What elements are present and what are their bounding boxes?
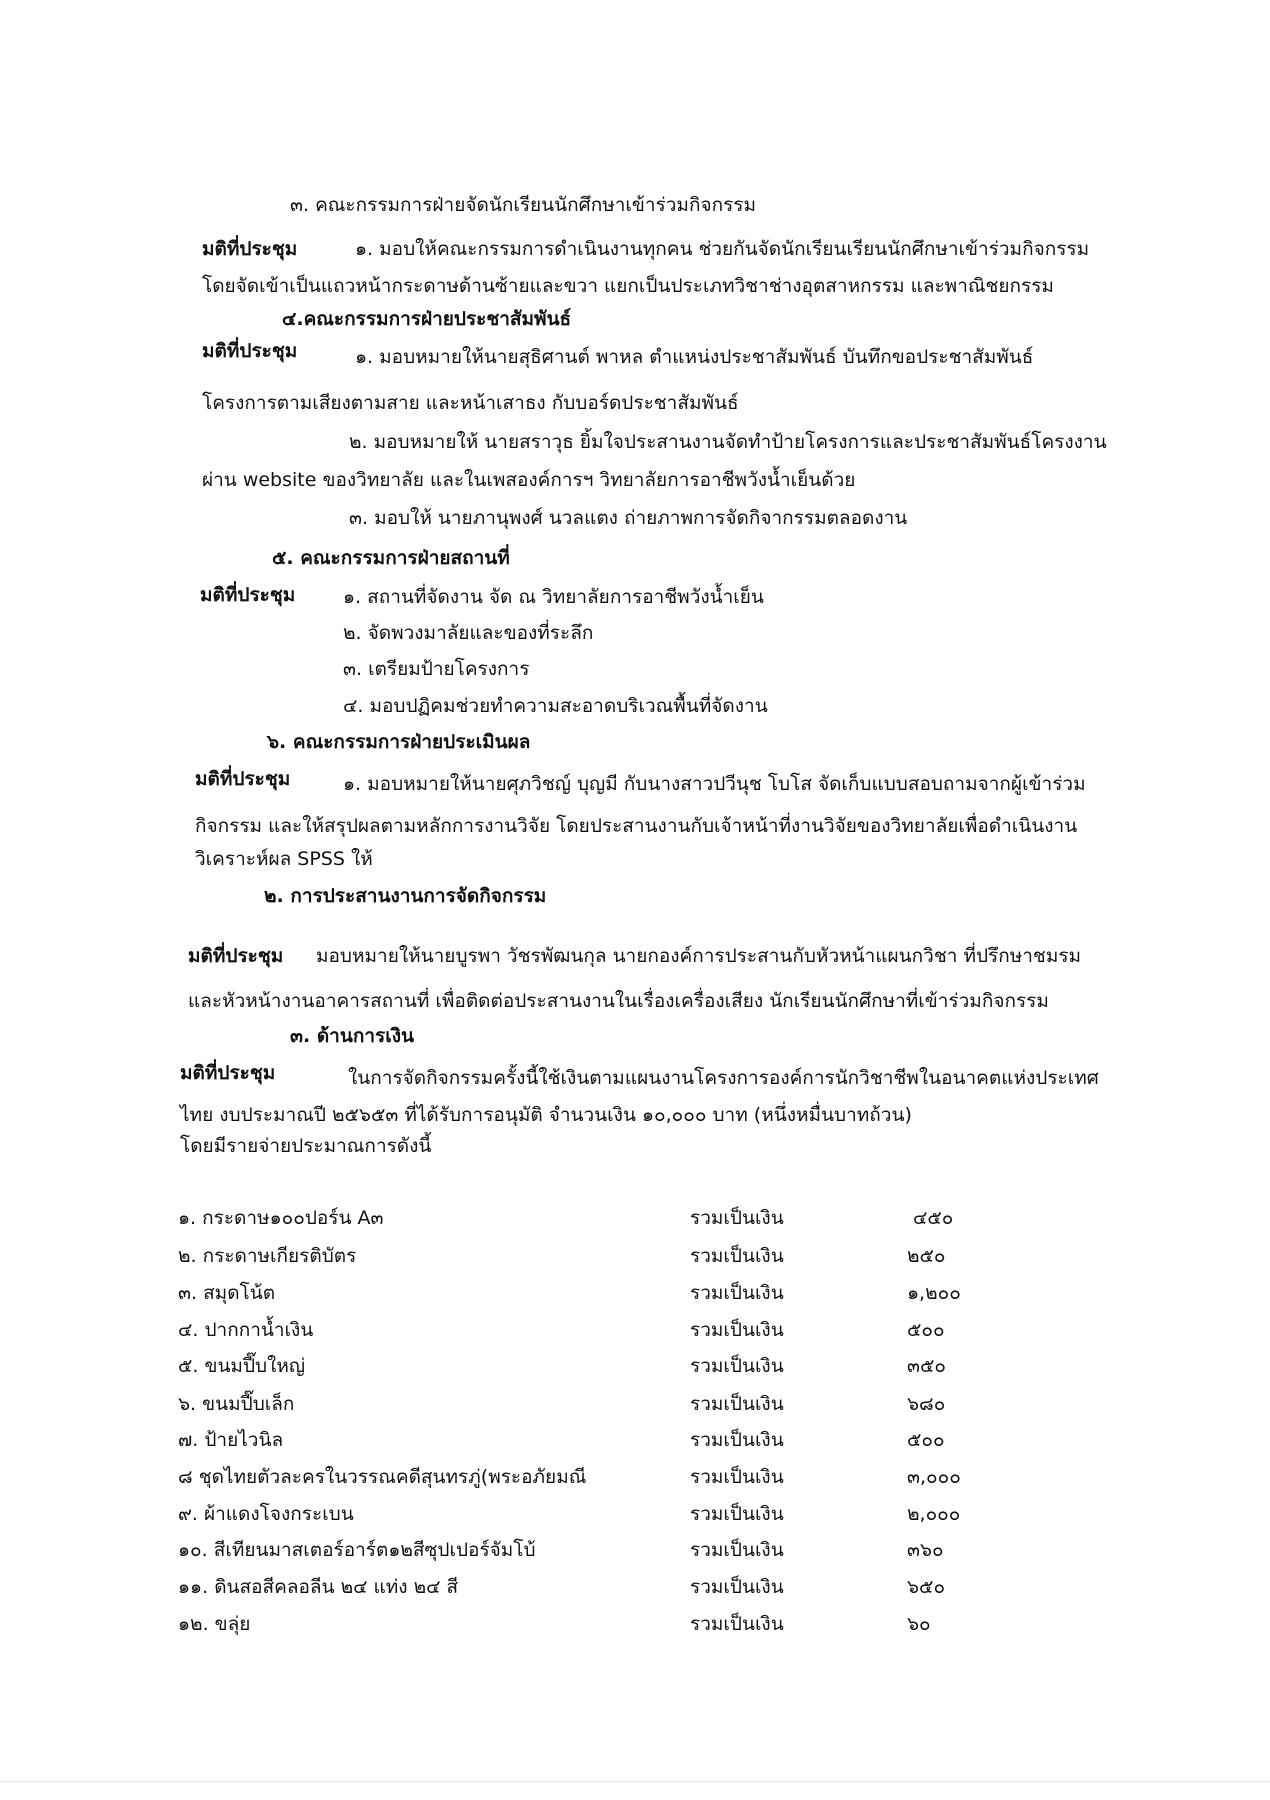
section-3-line-1: ๑. มอบให้คณะกรรมการดำเนินงานทุกคน ช่วยกันจัดนักเรียนเรียนนักศึกษาเข้าร่วมกิจกรรม: [355, 238, 1090, 260]
part-2-resolution-label: มติที่ประชุม: [188, 945, 284, 967]
expense-item: ๓. สมุดโน้ต: [178, 1282, 276, 1304]
expense-amount: ๕๐๐: [907, 1429, 945, 1451]
section-4-line-2: โครงการตามเสียงตามสาย และหน้าเสาธง กับบอร์ดประชาสัมพันธ์: [202, 392, 739, 414]
expense-amount: ๓๖๐: [907, 1539, 944, 1561]
part-2-heading: ๒. การประสานงานการจัดกิจกรรม: [264, 885, 547, 907]
expense-row: [0, 1281, 1270, 1309]
expense-item: ๒. กระดาษเกียรติบัตร: [178, 1245, 357, 1267]
section-5-item-4: ๔. มอบปฏิคมช่วยทำความสะอาดบริเวณพื้นที่จัดงาน: [343, 695, 768, 717]
section-6-line-3: วิเคราะห์ผล SPSS ให้: [195, 848, 373, 870]
part-3-line-2: ไทย งบประมาณปี ๒๕๖๕๓ ที่ได้รับการอนุมัติ จำนวนเงิน ๑๐,๐๐๐ บาท (หนึ่งหมื่นบาทถ้วน): [180, 1104, 912, 1126]
part-2-line-1: มอบหมายให้นายบูรพา วัชรพัฒนกุล นายกองค์การประสานกับหัวหน้าแผนกวิชา ที่ปรึกษาชมรม: [316, 945, 1082, 967]
expense-sum-label: รวมเป็นเงิน: [690, 1539, 784, 1561]
expense-item: ๘ ชุดไทยตัวละครในวรรณคดีสุนทรภู่(พระอภัยมณี: [178, 1466, 587, 1488]
expense-row: [0, 1392, 1270, 1420]
expense-row: [0, 1206, 1270, 1234]
expense-item: ๑๑. ดินสอสีคลอลีน ๒๔ แท่ง ๒๔ สี: [178, 1576, 459, 1598]
expense-sum-label: รวมเป็นเงิน: [690, 1245, 784, 1267]
expense-row: [0, 1318, 1270, 1346]
expense-item: ๕. ขนมปี๊บใหญ่: [178, 1355, 306, 1377]
section-6-line-2: กิจกรรม และให้สรุปผลตามหลักการงานวิจัย โดยประสานงานกับเจ้าหน้าที่งานวิจัยของวิทยาลัยเพื่อดำเนินงาน: [195, 815, 1078, 837]
expense-row: [0, 1502, 1270, 1530]
section-5-item-2: ๒. จัดพวงมาลัยและของที่ระลึก: [343, 622, 594, 644]
section-4-line-1: ๑. มอบหมายให้นายสุธิศานต์ พาหล ตำแหน่งประชาสัมพันธ์ บันทึกขอประชาสัมพันธ์: [355, 346, 1034, 368]
section-3-line-2: โดยจัดเข้าเป็นแถวหน้ากระดาษด้านซ้ายและขวา แยกเป็นประเภทวิชาช่างอุตสาหกรรม และพาณิชยกรรม: [202, 275, 1054, 297]
expense-row: [0, 1428, 1270, 1456]
expense-amount: ๓๕๐: [907, 1355, 946, 1377]
expense-sum-label: รวมเป็นเงิน: [690, 1429, 784, 1451]
expense-row: [0, 1465, 1270, 1493]
expense-item: ๑. กระดาษ๑๐๐ปอร์น A๓: [178, 1207, 384, 1229]
section-5-item-3: ๓. เตรียมป้ายโครงการ: [343, 658, 530, 680]
expense-sum-label: รวมเป็นเงิน: [690, 1576, 784, 1598]
section-4-line-5: ๓. มอบให้ นายภานุพงศ์ นวลแตง ถ่ายภาพการจัดกิจากรรมตลอดงาน: [349, 507, 908, 529]
expense-sum-label: รวมเป็นเงิน: [690, 1282, 784, 1304]
expense-item: ๙. ผ้าแดงโจงกระเบน: [178, 1503, 354, 1525]
expense-amount: ๕๐๐: [907, 1319, 945, 1341]
section-4-heading: ๔.คณะกรรมการฝ่ายประชาสัมพันธ์: [282, 308, 572, 330]
expense-sum-label: รวมเป็นเงิน: [690, 1393, 784, 1415]
expense-item: ๑๒. ขลุ่ย: [178, 1613, 251, 1635]
expense-row: [0, 1538, 1270, 1566]
expense-amount: ๖๕๐: [907, 1576, 946, 1598]
part-3-line-3: โดยมีรายจ่ายประมาณการดังนี้: [180, 1135, 432, 1157]
expense-sum-label: รวมเป็นเงิน: [690, 1503, 784, 1525]
section-6-heading: ๖. คณะกรรมการฝ่ายประเมินผล: [267, 731, 531, 753]
expense-amount: ๓,๐๐๐: [907, 1466, 961, 1488]
section-4-line-4: ผ่าน website ของวิทยาลัย และในเพสองค์การฯ วิทยาลัยการอาชีพวังน้ำเย็นด้วย: [202, 469, 856, 491]
expense-item: ๑๐. สีเทียนมาสเตอร์อาร์ต๑๒สีซุปเปอร์จัมโบ้: [178, 1539, 536, 1561]
expense-amount: ๖๐: [907, 1613, 931, 1635]
section-4-resolution-label: มติที่ประชุม: [202, 340, 298, 362]
expense-item: ๖. ขนมปี๊บเล็ก: [178, 1393, 295, 1415]
expense-sum-label: รวมเป็นเงิน: [690, 1319, 784, 1341]
expense-sum-label: รวมเป็นเงิน: [690, 1613, 784, 1635]
expense-item: ๔. ปากกาน้ำเงิน: [178, 1319, 314, 1341]
expense-row: [0, 1244, 1270, 1272]
section-5-item-1: ๑. สถานที่จัดงาน จัด ณ วิทยาลัยการอาชีพวังน้ำเย็น: [343, 586, 764, 608]
expense-row: [0, 1354, 1270, 1382]
section-3-heading: ๓. คณะกรรมการฝ่ายจัดนักเรียนนักศึกษาเข้าร่วมกิจกรรม: [290, 194, 757, 216]
section-3-resolution-label: มติที่ประชุม: [202, 238, 298, 260]
expense-row: [0, 1612, 1270, 1640]
expense-amount: ๔๕๐: [913, 1207, 954, 1229]
page-bottom-edge: [0, 1781, 1270, 1782]
section-6-resolution-label: มติที่ประชุม: [195, 768, 291, 790]
part-2-line-2: และหัวหน้างานอาคารสถานที่ เพื่อติดต่อประสานงานในเรื่องเครื่องเสียง นักเรียนนักศึกษาที่เข้าร่วมกิจกรรม: [188, 990, 1049, 1012]
part-3-resolution-label: มติที่ประชุม: [180, 1062, 276, 1084]
expense-sum-label: รวมเป็นเงิน: [690, 1207, 784, 1229]
expense-row: [0, 1575, 1270, 1603]
part-3-line-1: ในการจัดกิจกรรมครั้งนี้ใช้เงินตามแผนงานโครงการองค์การนักวิชาชีพในอนาคตแห่งประเทศ: [348, 1067, 1099, 1089]
expense-sum-label: รวมเป็นเงิน: [690, 1466, 784, 1488]
expense-sum-label: รวมเป็นเงิน: [690, 1355, 784, 1377]
section-5-heading: ๕. คณะกรรมการฝ่ายสถานที่: [272, 547, 510, 569]
expense-amount: ๑,๒๐๐: [907, 1282, 961, 1304]
section-6-line-1: ๑. มอบหมายให้นายศุภวิชญ์ บุญมี กับนางสาวปวีนุช โบโส จัดเก็บแบบสอบถามจากผู้เข้าร่วม: [343, 773, 1086, 795]
expense-item: ๗. ป้ายไวนิล: [178, 1429, 284, 1451]
expense-amount: ๖๘๐: [907, 1393, 946, 1415]
expense-amount: ๒๕๐: [907, 1245, 946, 1267]
part-3-heading: ๓. ด้านการเงิน: [290, 1025, 414, 1047]
section-5-resolution-label: มติที่ประชุม: [200, 584, 296, 606]
section-4-line-3: ๒. มอบหมายให้ นายสราวุธ ยิ้มใจประสานงานจัดทำป้ายโครงการและประชาสัมพันธ์โครงงาน: [349, 431, 1107, 453]
expense-amount: ๒,๐๐๐: [907, 1503, 961, 1525]
